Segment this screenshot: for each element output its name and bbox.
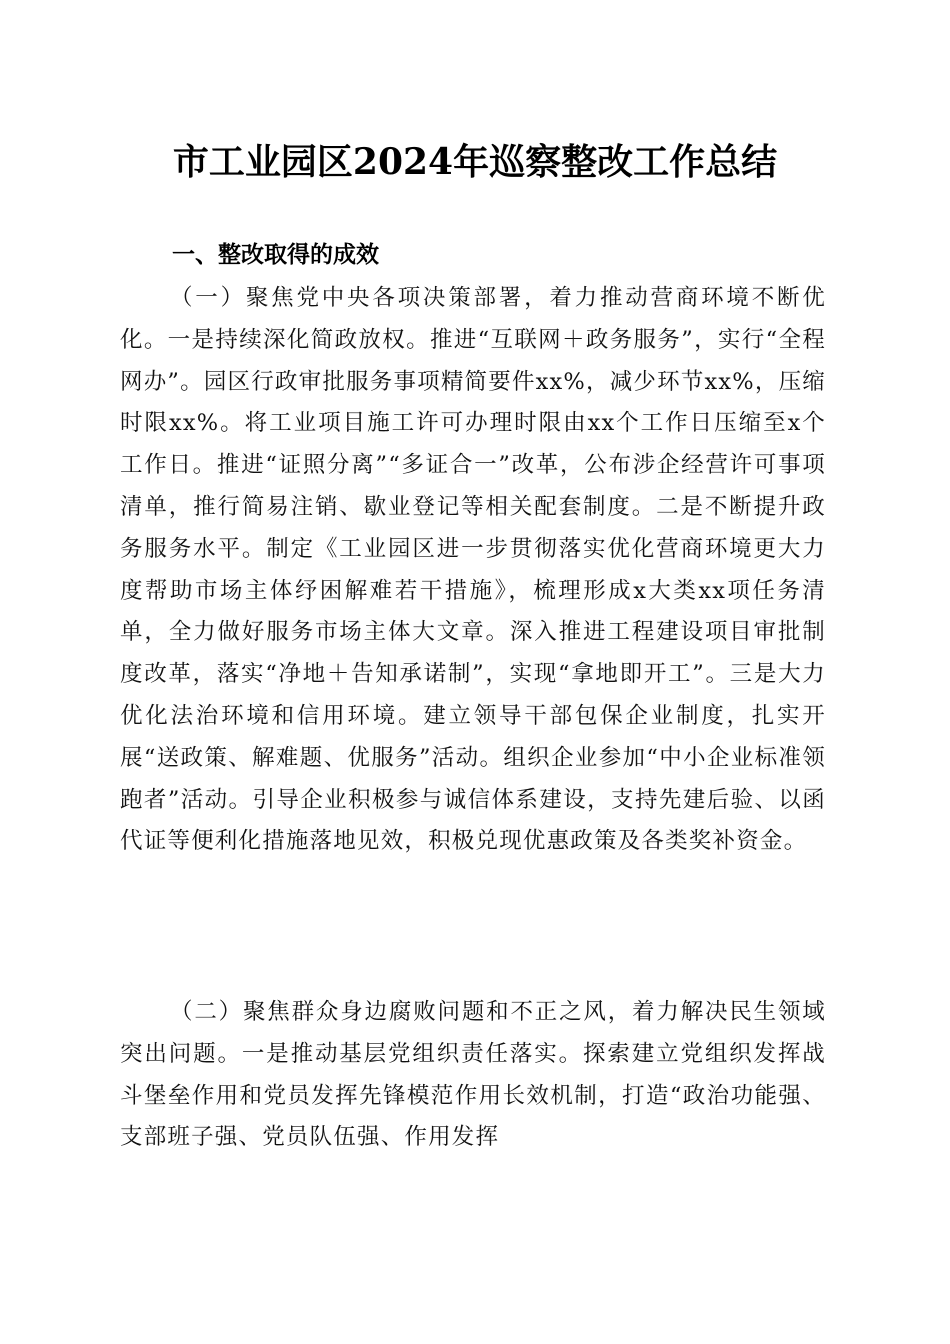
section-heading: 一、整改取得的成效 — [172, 242, 379, 268]
document-title: 市工业园区2024年巡察整改工作总结 — [172, 141, 778, 183]
paragraph-1: （一）聚焦党中央各项决策部署，着力推动营商环境不断优化。一是持续深化简政放权。推进“互联网＋政务服务”，实行“全程网办”。园区行政审批服务事项精简要件xx%，减少环节xx%，压缩时限xx%。将工业项目施工许可办理时限由xx个工作日压缩至x个工作日。推进“证照分离”“多证合一”改革，公布涉企经营许可事项清单，推行简易注销、歇业登记等相关配套制度。二是不断提升政务服务水平。制定《工业园区进一步贯彻落实优化营商环境更大力度帮助市场主体纾困解难若干措施》，梳理形成x大类xx项任务清单，全力做好服务市场主体大文章。深入推进工程建设项目审批制度改革，落实“净地＋告知承诺制”，实现“拿地即开工”。三是大力优化法治环境和信用环境。建立领导干部包保企业制度，扎实开展“送政策、解难题、优服务”活动。组织企业参加“中小企业标准领跑者”活动。引导企业积极参与诚信体系建设，支持先建后验、以函代证等便利化措施落地见效，积极兑现优惠政策及各类奖补资金。 — [120, 285, 826, 855]
paragraph-2: （二）聚焦群众身边腐败问题和不正之风，着力解决民生领域突出问题。一是推动基层党组织责任落实。探索建立党组织发挥战斗堡垒作用和党员发挥先锋模范作用长效机制，打造“政治功能强、支部班子强、党员队伍强、作用发挥 — [120, 999, 826, 1151]
